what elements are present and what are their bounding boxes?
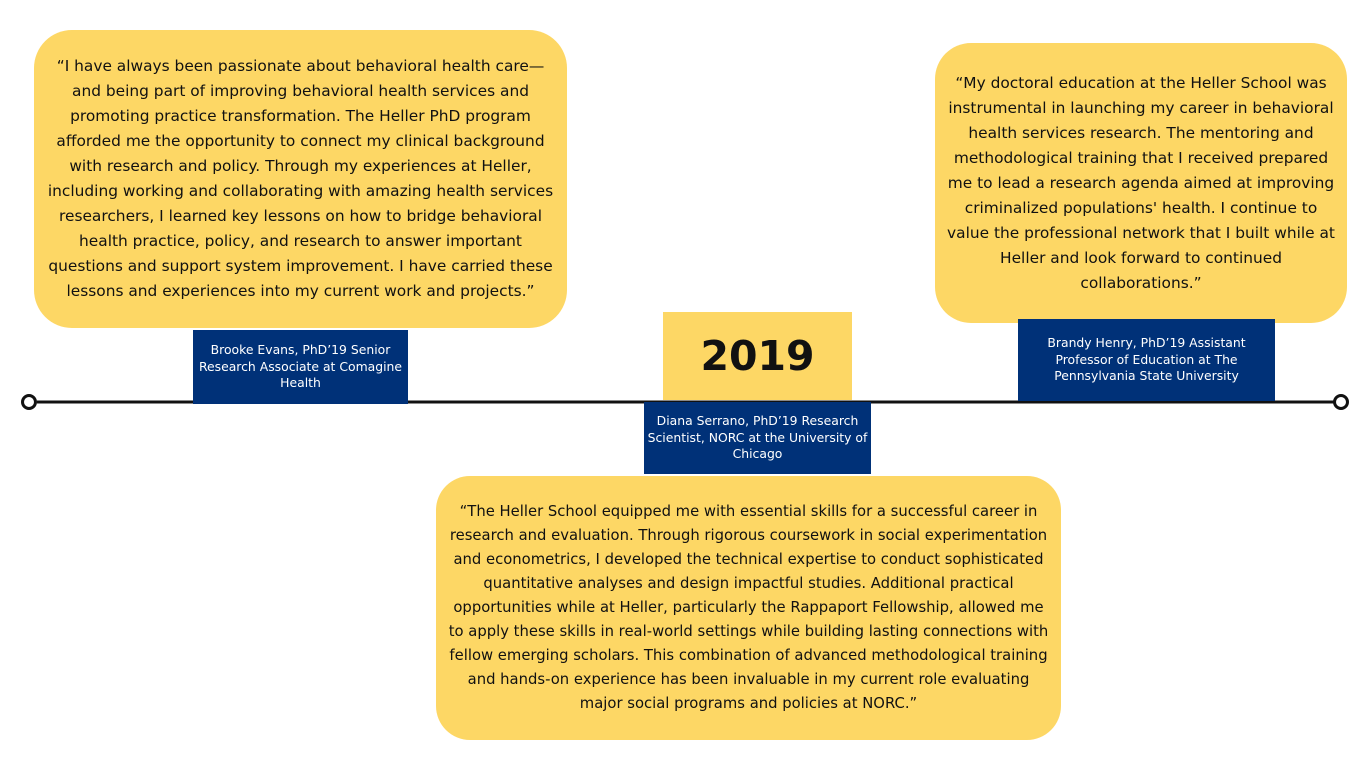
- quote-bubble-diana-serrano: “The Heller School equipped me with essential skills for a successful career in research and evaluation. Through rigorous coursework in social experimentation and econometrics, I developed the technical expertise to conduct sophisticated quantitative analyses and design impactful studies. Additional practical opportunities while at Heller, particularly the Rappaport Fellowship, allowed me to apply these skills in real-world settings while building lasting connections with fellow emerging scholars. This combination of advanced methodological training and hands-on experience has been invaluable in my current role evaluating major social programs and policies at NORC.”: [436, 476, 1061, 740]
- attribution-label-brooke-evans: Brooke Evans, PhD’19 Senior Research Associate at Comagine Health: [193, 330, 408, 404]
- timeline-start-marker: [23, 396, 36, 409]
- quote-bubble-brooke-evans: “I have always been passionate about behavioral health care—and being part of improving behavioral health services and promoting practice transformation. The Heller PhD program afforded me the opportunity to connect my clinical background with research and policy. Through my experiences at Heller, including working and collaborating with amazing health services researchers, I learned key lessons on how to bridge behavioral health practice, policy, and research to answer important questions and support system improvement. I have carried these lessons and experiences into my current work and projects.”: [34, 30, 567, 328]
- attribution-label-brandy-henry: Brandy Henry, PhD’19 Assistant Professor of Education at The Pennsylvania State University: [1018, 319, 1275, 401]
- year-marker: 2019: [663, 312, 852, 400]
- timeline-end-marker: [1335, 396, 1348, 409]
- quote-bubble-brandy-henry: “My doctoral education at the Heller School was instrumental in launching my career in behavioral health services research. The mentoring and methodological training that I received prepared me to lead a research agenda aimed at improving criminalized populations' health. I continue to value the professional network that I built while at Heller and look forward to continued collaborations.”: [935, 43, 1347, 323]
- attribution-label-diana-serrano: Diana Serrano, PhD’19 Research Scientist, NORC at the University of Chicago: [644, 402, 871, 474]
